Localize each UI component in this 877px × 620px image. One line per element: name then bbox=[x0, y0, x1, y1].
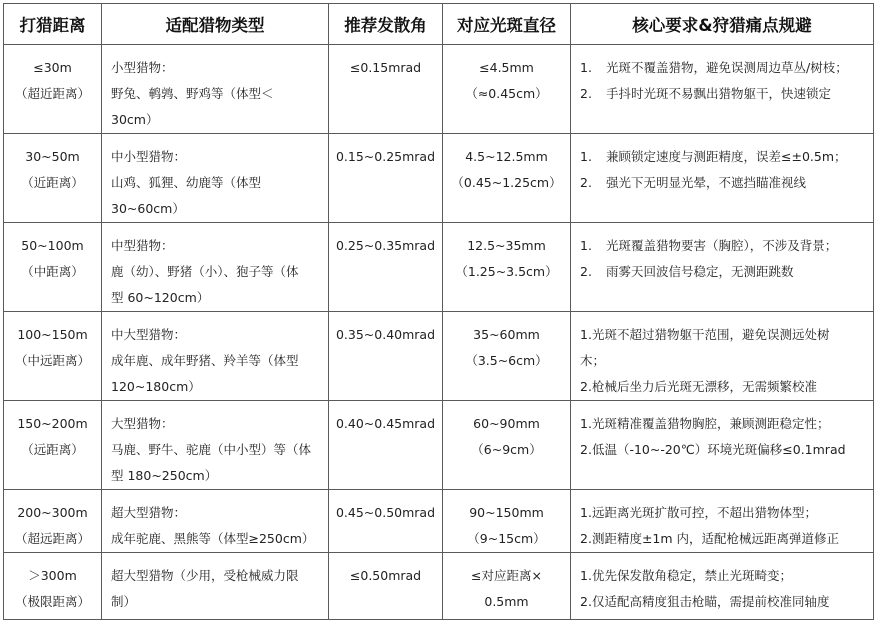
prey-cell bbox=[102, 45, 329, 134]
spot-value: 35~60mm bbox=[473, 327, 540, 342]
requirement-item: 2.仅适配高精度狙击枪瞄，需提前校准同轴度 bbox=[580, 594, 830, 609]
divergence-cell: 0.40~0.45mrad bbox=[329, 401, 443, 490]
divergence-cell: ≤0.15mrad bbox=[329, 45, 443, 134]
prey-desc: 120~180cm） bbox=[111, 379, 201, 394]
distance-cell bbox=[4, 312, 102, 401]
distance-note: （近距离） bbox=[21, 175, 84, 190]
spot-value: 60~90mm bbox=[473, 416, 540, 431]
distance-value: ≤30m bbox=[33, 60, 72, 75]
spot-note: （≈0.45cm） bbox=[465, 86, 548, 101]
requirement-item: 1.光斑精准覆盖猎物胸腔，兼顾测距稳定性； bbox=[580, 416, 830, 431]
prey-title: 中小型猎物： bbox=[111, 149, 187, 164]
requirement-item: 1. 光斑覆盖猎物要害（胸腔），不涉及背景； bbox=[580, 238, 838, 253]
requirement-item: 2. 手抖时光斑不易飘出猎物躯干，快速锁定 bbox=[580, 86, 832, 101]
table-row bbox=[4, 490, 874, 553]
requirements-cell bbox=[571, 134, 874, 223]
distance-value: 200~300m bbox=[17, 505, 88, 520]
spot-cell bbox=[443, 553, 571, 620]
requirement-item: 1. 光斑不覆盖猎物，避免误测周边草丛/树枝； bbox=[580, 60, 848, 75]
prey-title: 大型猎物： bbox=[111, 416, 174, 431]
prey-cell bbox=[102, 223, 329, 312]
requirement-item: 1.优先保发散角稳定，禁止光斑畸变； bbox=[580, 568, 792, 583]
requirement-item: 2. 强光下无明显光晕，不遮挡瞄准视线 bbox=[580, 175, 807, 190]
distance-note: （极限距离） bbox=[14, 594, 90, 609]
distance-value: 150~200m bbox=[17, 416, 88, 431]
requirements-cell bbox=[571, 45, 874, 134]
distance-value: ＞300m bbox=[28, 568, 77, 583]
header-row bbox=[4, 4, 874, 45]
spot-value: 12.5~35mm bbox=[467, 238, 546, 253]
prey-desc: 30cm） bbox=[111, 112, 159, 127]
distance-cell bbox=[4, 223, 102, 312]
prey-desc: 型 180~250cm） bbox=[111, 468, 218, 483]
spot-cell bbox=[443, 134, 571, 223]
distance-note: （超远距离） bbox=[14, 531, 90, 546]
spot-note: （3.5~6cm） bbox=[465, 353, 548, 368]
spot-value: ≤4.5mm bbox=[479, 60, 534, 75]
spot-value: 4.5~12.5mm bbox=[465, 149, 548, 164]
divergence-cell: 0.15~0.25mrad bbox=[329, 134, 443, 223]
prey-title: 超大型猎物（少用，受枪械威力限 bbox=[111, 568, 299, 583]
prey-title: 中型猎物： bbox=[111, 238, 174, 253]
distance-cell bbox=[4, 134, 102, 223]
spot-cell bbox=[443, 45, 571, 134]
prey-cell bbox=[102, 312, 329, 401]
requirements-cell bbox=[571, 312, 874, 401]
requirements-cell bbox=[571, 553, 874, 620]
prey-desc: 型 60~120cm） bbox=[111, 290, 210, 305]
header-distance: 打猎距离 bbox=[4, 4, 102, 45]
prey-desc: 野兔、鹌鹑、野鸡等（体型＜ bbox=[111, 86, 274, 101]
spot-note: （9~15cm） bbox=[467, 531, 546, 546]
prey-desc: 鹿（幼）、野猪（小）、狍子等（体 bbox=[111, 264, 299, 279]
prey-desc: 制） bbox=[111, 594, 137, 609]
prey-title: 中大型猎物： bbox=[111, 327, 187, 342]
prey-desc: 成年驼鹿、黑熊等（体型≥250cm） bbox=[111, 531, 315, 546]
table-row bbox=[4, 223, 874, 312]
distance-cell bbox=[4, 45, 102, 134]
divergence-cell: 0.35~0.40mrad bbox=[329, 312, 443, 401]
prey-desc: 30~60cm） bbox=[111, 201, 185, 216]
distance-note: （远距离） bbox=[21, 442, 84, 457]
header-requirements: 核心要求&狩猎痛点规避 bbox=[571, 4, 874, 45]
distance-value: 100~150m bbox=[17, 327, 88, 342]
spot-note: （0.45~1.25cm） bbox=[451, 175, 562, 190]
laser-divergence-table bbox=[3, 3, 874, 620]
prey-desc: 马鹿、野牛、驼鹿（中小型）等（体 bbox=[111, 442, 312, 457]
table-row bbox=[4, 134, 874, 223]
table-row bbox=[4, 312, 874, 401]
distance-note: （中距离） bbox=[21, 264, 84, 279]
prey-title: 小型猎物： bbox=[111, 60, 174, 75]
table-row bbox=[4, 401, 874, 490]
spot-cell bbox=[443, 312, 571, 401]
requirements-cell bbox=[571, 490, 874, 553]
prey-desc: 成年鹿、成年野猪、羚羊等（体型 bbox=[111, 353, 299, 368]
requirement-item: 2. 雨雾天回波信号稳定，无测距跳数 bbox=[580, 264, 794, 279]
spot-note: 0.5mm bbox=[484, 594, 529, 609]
distance-value: 30~50m bbox=[25, 149, 80, 164]
table-row bbox=[4, 45, 874, 134]
spot-cell bbox=[443, 490, 571, 553]
distance-cell bbox=[4, 553, 102, 620]
spot-note: （6~9cm） bbox=[471, 442, 542, 457]
spot-value: ≤对应距离× bbox=[471, 568, 542, 583]
prey-cell bbox=[102, 553, 329, 620]
requirement-item: 2.枪械后坐力后光斑无漂移，无需频繁校准 bbox=[580, 379, 817, 394]
requirement-item: 1.光斑不超过猎物躯干范围，避免误测远处树 bbox=[580, 327, 830, 342]
requirement-item: 2.测距精度±1m 内，适配枪械远距离弹道修正 bbox=[580, 531, 840, 546]
requirements-cell bbox=[571, 223, 874, 312]
requirements-cell bbox=[571, 401, 874, 490]
table-row bbox=[4, 553, 874, 620]
header-prey-type: 适配猎物类型 bbox=[102, 4, 329, 45]
requirement-item-continued: 木； bbox=[580, 353, 606, 368]
distance-value: 50~100m bbox=[21, 238, 84, 253]
divergence-cell: 0.25~0.35mrad bbox=[329, 223, 443, 312]
distance-note: （超近距离） bbox=[14, 86, 90, 101]
requirement-item: 1.远距离光斑扩散可控，不超出猎物体型； bbox=[580, 505, 817, 520]
spot-note: （1.25~3.5cm） bbox=[455, 264, 558, 279]
prey-cell bbox=[102, 490, 329, 553]
spot-cell bbox=[443, 401, 571, 490]
divergence-cell: ≤0.50mrad bbox=[329, 553, 443, 620]
prey-cell bbox=[102, 401, 329, 490]
distance-cell bbox=[4, 401, 102, 490]
divergence-cell: 0.45~0.50mrad bbox=[329, 490, 443, 553]
prey-title: 超大型猎物： bbox=[111, 505, 187, 520]
distance-cell bbox=[4, 490, 102, 553]
distance-note: （中远距离） bbox=[14, 353, 90, 368]
prey-cell bbox=[102, 134, 329, 223]
requirement-item: 1. 兼顾锁定速度与测距精度，误差≤±0.5m； bbox=[580, 149, 847, 164]
requirement-item: 2.低温（-10~-20℃）环境光斑偏移≤0.1mrad bbox=[580, 442, 846, 457]
spot-value: 90~150mm bbox=[469, 505, 544, 520]
prey-desc: 山鸡、狐狸、幼鹿等（体型 bbox=[111, 175, 262, 190]
header-divergence: 推荐发散角 bbox=[329, 4, 443, 45]
spot-cell bbox=[443, 223, 571, 312]
header-spot-diameter: 对应光斑直径 bbox=[443, 4, 571, 45]
